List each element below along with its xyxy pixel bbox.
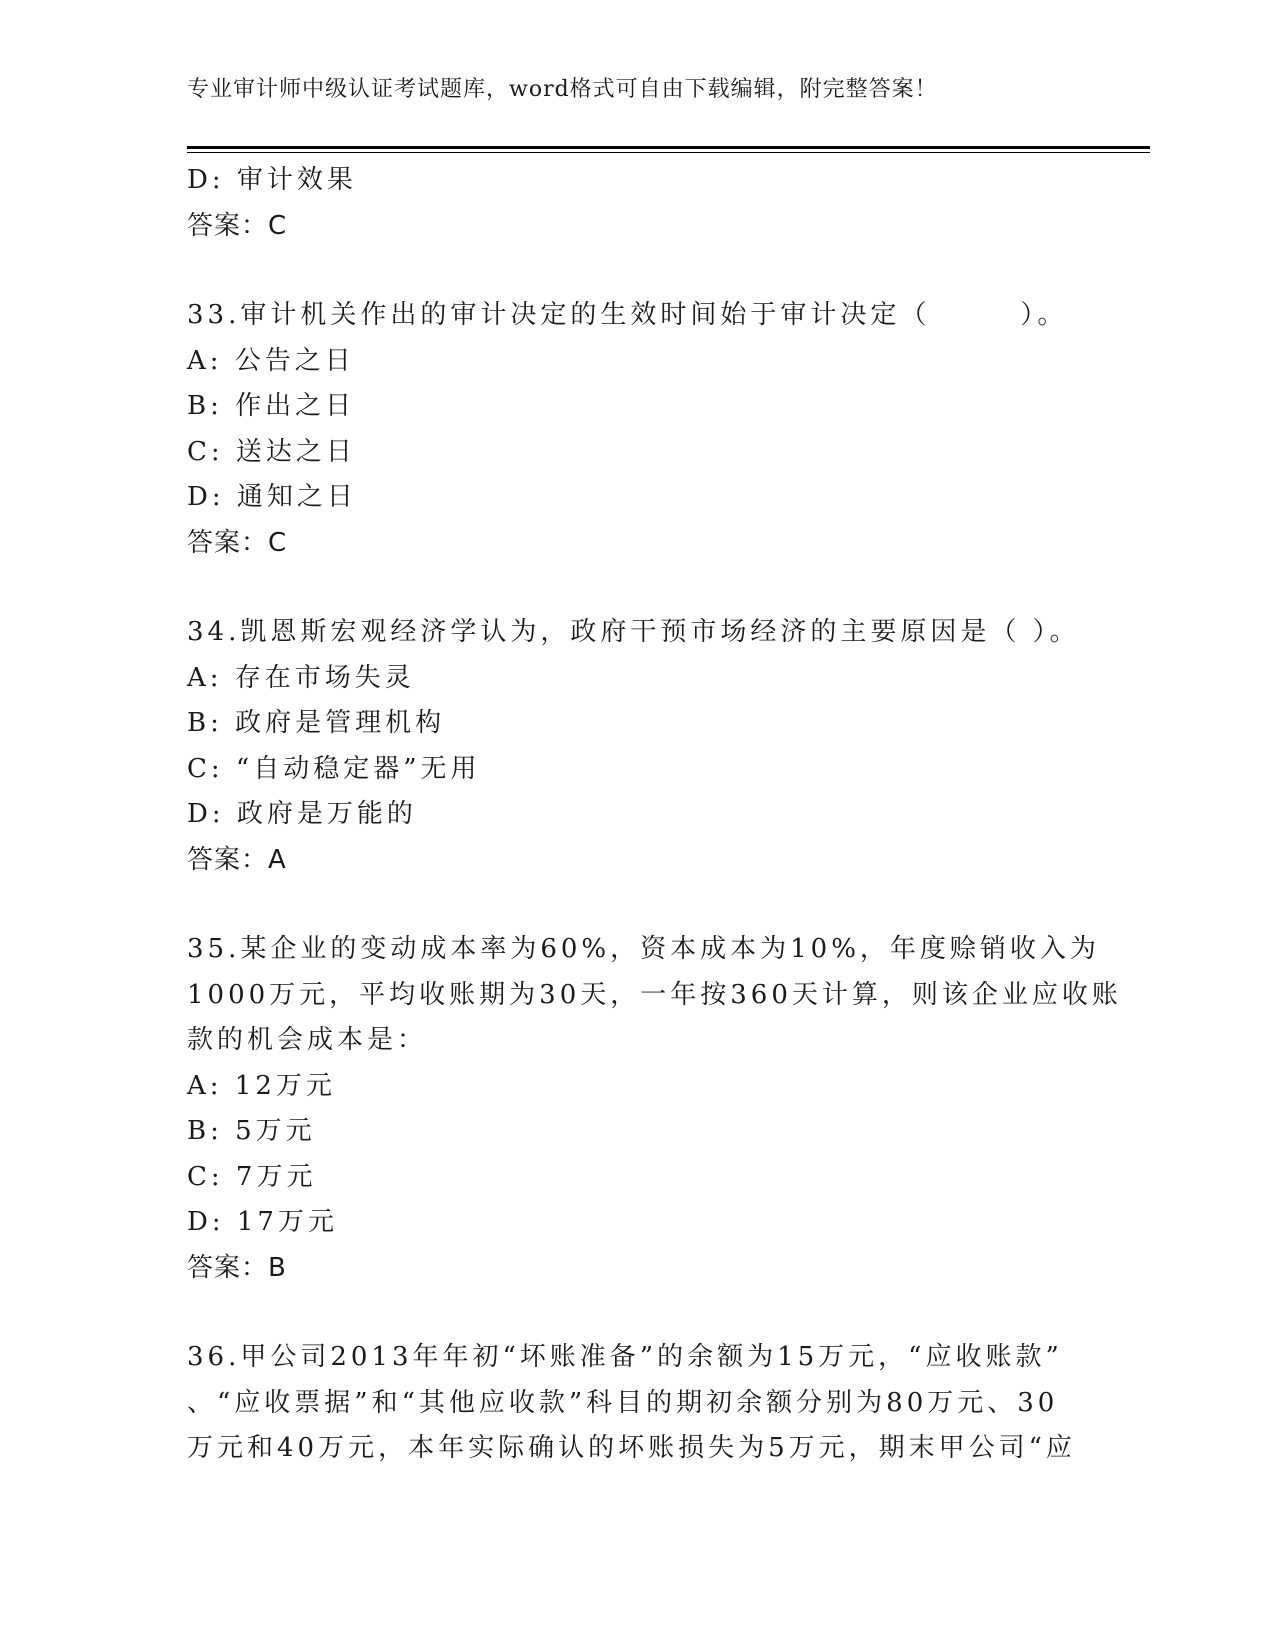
q34-stem: 34.凯恩斯宏观经济学认为，政府干预市场经济的主要原因是（ ）。 — [187, 617, 1080, 647]
header-rule-thin — [187, 152, 1150, 153]
q33-option-c: C: 送达之日 — [187, 436, 356, 467]
q33-option-d: D: 通知之日 — [187, 482, 357, 512]
q35-stem-line-2: 1000万元，平均收账期为30天，一年按360天计算，则该企业应收账 — [187, 979, 1122, 1010]
q35-option-b: B: 5万元 — [187, 1116, 316, 1146]
q34-option-b: B: 政府是管理机构 — [187, 708, 446, 738]
q33-option-a: A: 公告之日 — [187, 345, 355, 376]
q35-option-c: C: 7万元 — [187, 1161, 317, 1192]
question-33 — [187, 293, 1087, 566]
header-rule-thick — [187, 146, 1150, 149]
q32-option-d: D: 审计效果 — [187, 165, 357, 195]
q34-option-a: A: 存在市场失灵 — [187, 662, 415, 693]
q34-answer: 答案：A — [187, 844, 287, 875]
q36-stem-line-1: 36.甲公司2013年年初“坏账准备”的余额为15万元，“应收账款” — [187, 1342, 1063, 1372]
q35-answer: 答案：B — [187, 1252, 287, 1283]
q35-option-a: A: 12万元 — [187, 1070, 336, 1101]
q35-stem-line-3: 款的机会成本是： — [187, 1025, 428, 1055]
q33-answer: 答案：C — [187, 527, 288, 558]
q34-option-c: C: “自动稳定器”无用 — [187, 753, 481, 784]
q35-option-d: D: 17万元 — [187, 1207, 338, 1237]
question-34 — [187, 610, 1087, 883]
question-32-tail — [187, 158, 1087, 249]
q34-option-d: D: 政府是万能的 — [187, 799, 417, 829]
q36-stem-line-2: 、“应收票据”和“其他应收款”科目的期初余额分别为80万元、30 — [187, 1387, 1059, 1418]
question-content — [187, 158, 1122, 1472]
page-header: 专业审计师中级认证考试题库，word格式可自由下载编辑，附完整答案！ — [187, 77, 938, 102]
question-36 — [187, 1335, 1087, 1472]
q35-stem-line-1: 35.某企业的变动成本率为60%，资本成本为10%，年度赊销收入为 — [187, 934, 1100, 964]
q32-answer: 答案：C — [187, 210, 288, 241]
q33-option-b: B: 作出之日 — [187, 391, 356, 421]
question-35 — [187, 927, 1122, 1291]
q36-stem-line-3: 万元和40万元，本年实际确认的坏账损失为5万元，期末甲公司“应 — [187, 1433, 1076, 1463]
q33-stem: 33.审计机关作出的审计决定的生效时间始于审计决定（ ）。 — [187, 300, 1068, 330]
